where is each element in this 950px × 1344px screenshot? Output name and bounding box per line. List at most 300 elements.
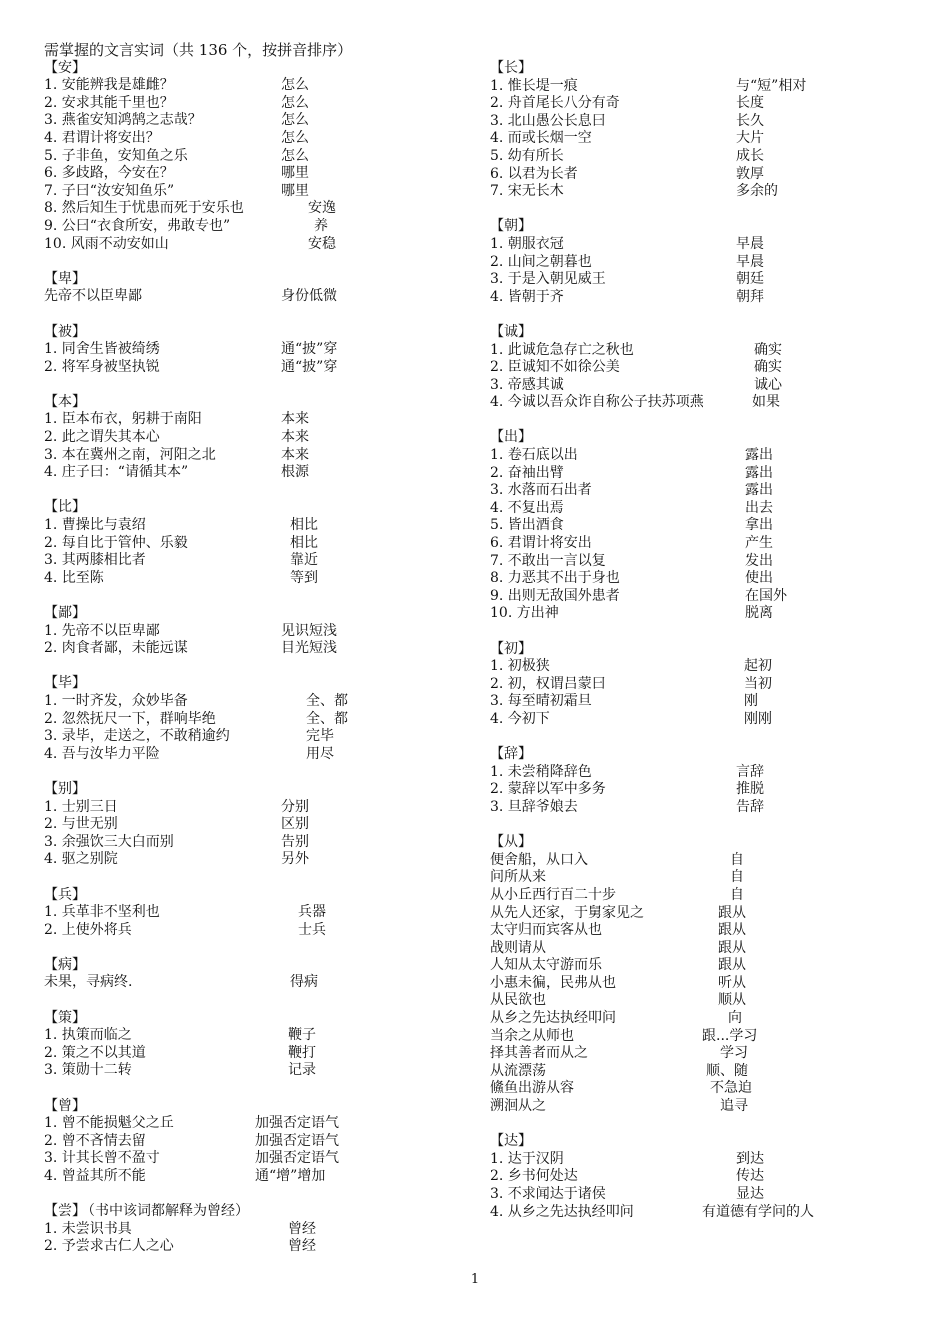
entry-section (490, 60, 910, 201)
example-sentence: 4. 而或长烟一空 (490, 130, 592, 147)
meaning: 确实 (754, 341, 782, 358)
meaning: 早晨 (736, 235, 764, 252)
entry-row (490, 78, 910, 96)
example-sentence: 9. 公曰“衣食所安，弗敢专也” (44, 217, 231, 234)
meaning: 向 (728, 1010, 742, 1027)
entry-section (490, 429, 910, 623)
entry-row (490, 905, 910, 923)
entry-row (44, 1027, 464, 1045)
entry-row (44, 799, 464, 817)
meaning: 怎么 (281, 94, 309, 111)
heading-word: 【兵】 (44, 886, 86, 903)
meaning: 出去 (745, 499, 773, 516)
meaning: 显达 (736, 1186, 764, 1202)
example-sentence: 1. 执策而临之 (44, 1027, 132, 1044)
entry-row (490, 377, 910, 395)
meaning: 兵器 (298, 904, 326, 921)
section-heading (44, 499, 464, 517)
section-heading (44, 60, 464, 78)
entry-row (490, 482, 910, 500)
meaning: 区别 (281, 816, 309, 833)
meaning: 加强否定语气 (255, 1132, 339, 1149)
heading-word: 【策】 (44, 1009, 86, 1026)
entry-section (44, 1010, 464, 1080)
heading-word: 【诚】 (490, 323, 532, 340)
example-sentence: 3. 其两膝相比者 (44, 552, 146, 569)
example-sentence: 10. 风雨不动安如山 (44, 235, 169, 252)
entry-row (490, 553, 910, 571)
example-sentence: 6. 君谓计将安出 (490, 535, 592, 552)
example-sentence: 2. 此之谓失其本心 (44, 429, 160, 446)
meaning: 完毕 (306, 728, 334, 745)
example-sentence: 从小丘西行百二十步 (490, 886, 616, 903)
section-heading (44, 271, 464, 289)
heading-word: 【长】 (490, 60, 532, 76)
example-sentence: 2. 肉食者鄙，未能远谋 (44, 640, 188, 657)
entry-row (44, 623, 464, 641)
example-sentence: 3. 水落而石出者 (490, 482, 592, 499)
entry-row (490, 693, 910, 711)
heading-word: 【被】 (44, 323, 86, 340)
entry-row (44, 148, 464, 166)
meaning: 使出 (745, 570, 773, 587)
example-sentence: 2. 安求其能千里也？ (44, 94, 174, 111)
example-sentence: 1. 卷石底以出 (490, 447, 578, 464)
meaning: 怎么 (281, 77, 309, 94)
meaning: 自 (730, 869, 744, 886)
meaning: 在国外 (745, 587, 787, 604)
entry-row (490, 711, 910, 729)
example-sentence: 2. 蒙辞以军中多务 (490, 781, 606, 798)
entry-row (490, 254, 910, 272)
example-sentence: 1. 达于汉阴 (490, 1150, 564, 1167)
entry-row (44, 218, 464, 236)
entry-row (490, 1151, 910, 1169)
meaning: 跟...学习 (702, 1027, 758, 1044)
example-sentence: 2. 策之不以其道 (44, 1044, 146, 1061)
entry-row (44, 552, 464, 570)
example-sentence: 4. 从乡之先达执经叩问 (490, 1203, 634, 1220)
section-heading (44, 394, 464, 412)
meaning: 全、都 (306, 692, 348, 709)
entry-row (490, 342, 910, 360)
entry-row (490, 922, 910, 940)
entry-section (490, 641, 910, 729)
example-sentence: 6. 以君为长者 (490, 165, 578, 182)
meaning: 早晨 (736, 253, 764, 270)
entry-section (44, 957, 464, 992)
page-number: 1 (470, 1272, 480, 1287)
meaning: 目光短浅 (281, 640, 337, 657)
entry-row (44, 535, 464, 553)
entry-section (490, 746, 910, 816)
section-heading (490, 746, 910, 764)
heading-word: 【达】 (490, 1133, 532, 1150)
entry-section (44, 675, 464, 763)
heading-note: （书中该词都解释为曾经） (88, 1203, 249, 1220)
example-sentence: 从乡之先达执经叩问 (490, 1010, 616, 1027)
example-sentence: 7. 不敢出一言以复 (490, 552, 606, 569)
example-sentence: 3. 计其长曾不盈寸 (44, 1150, 160, 1167)
meaning: 曾经 (288, 1220, 316, 1237)
entry-row (490, 447, 910, 465)
meaning: 不急迫 (710, 1080, 752, 1097)
example-sentence: 1. 一时齐发，众妙毕备 (44, 692, 188, 709)
entry-row (44, 904, 464, 922)
entry-row (490, 605, 910, 623)
example-sentence: 4. 比至陈 (44, 569, 104, 586)
entry-row (490, 113, 910, 131)
meaning: 养 (314, 217, 328, 234)
entry-row (44, 1045, 464, 1063)
section-heading (490, 324, 910, 342)
example-sentence: 1. 臣本布衣，躬耕于南阳 (44, 411, 202, 428)
entry-section (44, 887, 464, 940)
entry-row (44, 816, 464, 834)
section-heading (44, 1098, 464, 1116)
entry-row (44, 95, 464, 113)
entry-row (490, 799, 910, 817)
meaning: 怎么 (281, 147, 309, 164)
meaning: 加强否定语气 (255, 1115, 339, 1132)
meaning: 本来 (281, 446, 309, 463)
example-sentence: 1. 兵革非不坚利也 (44, 904, 160, 921)
entry-row (44, 411, 464, 429)
example-sentence: 3. 策勋十二转 (44, 1062, 132, 1079)
entry-row (490, 852, 910, 870)
section-heading (44, 1010, 464, 1028)
entry-row (44, 183, 464, 201)
example-sentence: 3. 帝感其诚 (490, 376, 564, 393)
entry-section (44, 271, 464, 306)
meaning: 追寻 (720, 1098, 748, 1115)
example-sentence: 便舍船，从口入 (490, 851, 588, 868)
example-sentence: 10. 方出神 (490, 605, 559, 622)
meaning: 告辞 (736, 798, 764, 815)
meaning: 传达 (736, 1168, 764, 1185)
entry-section (44, 394, 464, 482)
example-sentence: 未果，寻病终. (44, 974, 133, 991)
heading-word: 【别】 (44, 780, 86, 797)
meaning: 本来 (281, 411, 309, 428)
heading-word: 【比】 (44, 499, 86, 516)
entry-row (44, 447, 464, 465)
entry-row (490, 588, 910, 606)
entry-row (44, 974, 464, 992)
entry-section (490, 834, 910, 1116)
example-sentence: 4. 皆朝于齐 (490, 288, 564, 305)
entry-row (490, 1010, 910, 1028)
entry-row (490, 166, 910, 184)
entry-row (490, 183, 910, 201)
heading-word: 【出】 (490, 429, 532, 446)
entry-row (490, 1204, 910, 1222)
example-sentence: 战则请从 (490, 939, 546, 956)
meaning: 言辞 (736, 763, 764, 780)
example-sentence: 4. 驱之别院 (44, 851, 118, 868)
meaning: 通“增”增加 (255, 1168, 326, 1184)
entry-row (44, 77, 464, 95)
meaning: 通“披”穿 (281, 341, 338, 358)
entry-row (490, 95, 910, 113)
meaning: 根源 (281, 464, 309, 481)
entry-row (490, 992, 910, 1010)
example-sentence: 7. 子曰“汝安知鱼乐” (44, 182, 175, 199)
example-sentence: 8. 然后知生于忧患而死于安乐也 (44, 200, 244, 217)
heading-word: 【毕】 (44, 675, 86, 692)
meaning: 敦厚 (736, 165, 764, 182)
example-sentence: 4. 曾益其所不能 (44, 1168, 146, 1184)
example-sentence: 3. 旦辞爷娘去 (490, 798, 578, 815)
section-heading (44, 1203, 464, 1221)
entry-row (490, 1045, 910, 1063)
meaning: 顺从 (718, 992, 746, 1009)
entry-row (490, 359, 910, 377)
section-heading (44, 605, 464, 623)
entry-section (44, 499, 464, 587)
meaning: 另外 (281, 851, 309, 868)
example-sentence: 从先人还家，于舅家见之 (490, 904, 644, 921)
meaning: 有道德有学问的人 (702, 1203, 814, 1220)
example-sentence: 1. 同舍生皆被绮绣 (44, 341, 160, 358)
entry-row (44, 1115, 464, 1133)
entry-row (490, 658, 910, 676)
example-sentence: 1. 未尝识书具 (44, 1220, 132, 1237)
entry-row (490, 1186, 910, 1204)
example-sentence: 2. 曾不吝情去留 (44, 1132, 146, 1149)
entry-row (44, 851, 464, 869)
meaning: 分别 (281, 798, 309, 815)
example-sentence: 2. 奋袖出臂 (490, 464, 564, 481)
example-sentence: 溯洄从之 (490, 1098, 546, 1115)
entry-row (490, 764, 910, 782)
example-sentence: 7. 宋无长木 (490, 183, 564, 200)
example-sentence: 鯈鱼出游从容 (490, 1080, 574, 1097)
example-sentence: 1. 士别三日 (44, 798, 118, 815)
meaning: 长久 (736, 112, 764, 129)
meaning: 跟从 (718, 939, 746, 956)
entry-row (490, 1063, 910, 1081)
entry-row (490, 1080, 910, 1098)
meaning: 全、都 (306, 710, 348, 727)
entry-row (44, 1062, 464, 1080)
example-sentence: 3. 不求闻达于诸侯 (490, 1186, 606, 1202)
example-sentence: 2. 舟首尾长八分有奇 (490, 95, 620, 112)
example-sentence: 2. 初，权谓吕蒙曰 (490, 675, 606, 692)
example-sentence: 5. 幼有所长 (490, 147, 564, 164)
meaning: 本来 (281, 429, 309, 446)
section-heading (44, 324, 464, 342)
section-heading (490, 1133, 910, 1151)
entry-row (44, 1150, 464, 1168)
example-sentence: 2. 将军身被坚执锐 (44, 358, 160, 375)
entry-row (44, 922, 464, 940)
entry-row (490, 676, 910, 694)
meaning: 通“披”穿 (281, 358, 338, 375)
section-heading (44, 887, 464, 905)
entry-row (490, 500, 910, 518)
example-sentence: 2. 臣诚知不如徐公美 (490, 359, 620, 376)
meaning: 哪里 (281, 165, 309, 182)
meaning: 怎么 (281, 112, 309, 129)
entry-row (490, 394, 910, 412)
example-sentence: 6. 多歧路，今安在？ (44, 165, 174, 182)
entry-row (44, 130, 464, 148)
entry-row (44, 1168, 464, 1186)
heading-word: 【朝】 (490, 218, 532, 235)
example-sentence: 1. 朝服衣冠 (490, 235, 564, 252)
example-sentence: 3. 于是入朝见威王 (490, 271, 606, 288)
entry-section (490, 324, 910, 412)
heading-word: 【尝】 (44, 1203, 86, 1220)
entry-row (44, 746, 464, 764)
entry-section (44, 1098, 464, 1186)
example-sentence: 2. 上使外将兵 (44, 921, 132, 938)
heading-word: 【安】 (44, 59, 86, 76)
example-sentence: 4. 庄子曰：“请循其本” (44, 464, 189, 481)
entry-row (490, 289, 910, 307)
example-sentence: 小惠未徧，民弗从也 (490, 974, 616, 991)
meaning: 身份低微 (281, 288, 337, 305)
entry-row (44, 640, 464, 658)
entry-section (44, 324, 464, 377)
heading-word: 【病】 (44, 956, 86, 973)
meaning: 成长 (736, 147, 764, 164)
entry-row (44, 1221, 464, 1239)
meaning: 用尽 (306, 745, 334, 762)
entry-section (490, 218, 910, 306)
entry-row (44, 570, 464, 588)
meaning: 刚刚 (744, 710, 772, 727)
entry-row (44, 165, 464, 183)
entry-row (44, 429, 464, 447)
entry-row (490, 570, 910, 588)
meaning: 朝廷 (736, 271, 764, 288)
entry-row (490, 975, 910, 993)
entry-row (490, 940, 910, 958)
right-column (490, 60, 910, 1239)
meaning: 怎么 (281, 129, 309, 146)
entry-row (490, 148, 910, 166)
section-heading (490, 429, 910, 447)
heading-word: 【鄙】 (44, 605, 86, 621)
entry-row (44, 236, 464, 254)
section-heading (490, 60, 910, 78)
meaning: 靠近 (290, 552, 318, 569)
example-sentence: 1. 先帝不以臣卑鄙 (44, 622, 160, 639)
entry-section (490, 1133, 910, 1221)
meaning: 拿出 (745, 517, 773, 534)
section-heading (490, 834, 910, 852)
heading-word: 【从】 (490, 834, 532, 851)
example-sentence: 4. 君谓计将安出？ (44, 129, 160, 146)
meaning: 露出 (745, 447, 773, 464)
example-sentence: 2. 山间之朝暮也 (490, 253, 592, 270)
example-sentence: 3. 北山愚公长息曰 (490, 112, 606, 129)
entry-row (490, 1098, 910, 1116)
entry-row (44, 359, 464, 377)
example-sentence: 4. 不复出焉 (490, 499, 564, 516)
meaning: 诚心 (754, 376, 782, 393)
meaning: 确实 (754, 359, 782, 376)
meaning: 露出 (745, 482, 773, 499)
meaning: 跟从 (718, 922, 746, 939)
entry-row (44, 288, 464, 306)
heading-word: 【本】 (44, 393, 86, 410)
example-sentence: 4. 今初下 (490, 710, 550, 727)
meaning: 到达 (736, 1150, 764, 1167)
section-heading (44, 675, 464, 693)
meaning: 鞭子 (288, 1027, 316, 1044)
entry-row (490, 130, 910, 148)
meaning: 哪里 (281, 182, 309, 199)
meaning: 多余的 (736, 183, 778, 200)
heading-word: 【卑】 (44, 270, 86, 287)
meaning: 见识短浅 (281, 622, 337, 639)
meaning: 跟从 (718, 904, 746, 921)
meaning: 当初 (744, 675, 772, 692)
meaning: 听从 (718, 974, 746, 991)
entry-row (44, 1238, 464, 1256)
entry-row (44, 200, 464, 218)
section-heading (44, 781, 464, 799)
meaning: 士兵 (298, 921, 326, 938)
section-heading (44, 957, 464, 975)
example-sentence: 先帝不以臣卑鄙 (44, 288, 142, 305)
entry-row (44, 834, 464, 852)
entry-row (490, 1168, 910, 1186)
example-sentence: 1. 惟长堤一痕 (490, 77, 578, 94)
page-title: 需掌握的文言实词（共 136 个，按拼音排序） (44, 41, 353, 59)
example-sentence: 1. 曹操比与袁绍 (44, 517, 146, 534)
heading-word: 【辞】 (490, 746, 532, 763)
meaning: 朝拜 (736, 288, 764, 305)
example-sentence: 4. 吾与汝毕力平险 (44, 745, 160, 762)
example-sentence: 8. 力恶其不出于身也 (490, 570, 620, 587)
example-sentence: 从流漂荡 (490, 1062, 546, 1079)
meaning: 安稳 (308, 235, 336, 252)
meaning: 安逸 (308, 200, 336, 217)
entry-row (44, 728, 464, 746)
section-heading (490, 641, 910, 659)
meaning: 跟从 (718, 957, 746, 974)
example-sentence: 当余之从师也 (490, 1027, 574, 1044)
entry-row (490, 957, 910, 975)
entry-row (44, 341, 464, 359)
example-sentence: 1. 此诚危急存亡之秋也 (490, 341, 634, 358)
entry-section (44, 605, 464, 658)
entry-section (44, 781, 464, 869)
entry-row (44, 1133, 464, 1151)
example-sentence: 1. 未尝稍降辞色 (490, 763, 592, 780)
example-sentence: 择其善者而从之 (490, 1045, 588, 1062)
meaning: 等到 (290, 569, 318, 586)
entry-row (490, 517, 910, 535)
heading-word: 【曾】 (44, 1097, 86, 1114)
meaning: 发出 (745, 552, 773, 569)
example-sentence: 4. 今诚以吾众诈自称公子扶苏项燕 (490, 394, 704, 411)
example-sentence: 1. 安能辨我是雄雌？ (44, 77, 174, 94)
meaning: 推脱 (736, 781, 764, 798)
entry-row (44, 711, 464, 729)
meaning: 得病 (290, 974, 318, 991)
example-sentence: 太守归而宾客从也 (490, 922, 602, 939)
entry-row (44, 112, 464, 130)
entry-row (44, 464, 464, 482)
meaning: 长度 (736, 95, 764, 112)
example-sentence: 2. 每自比于管仲、乐毅 (44, 534, 188, 551)
entry-row (44, 693, 464, 711)
